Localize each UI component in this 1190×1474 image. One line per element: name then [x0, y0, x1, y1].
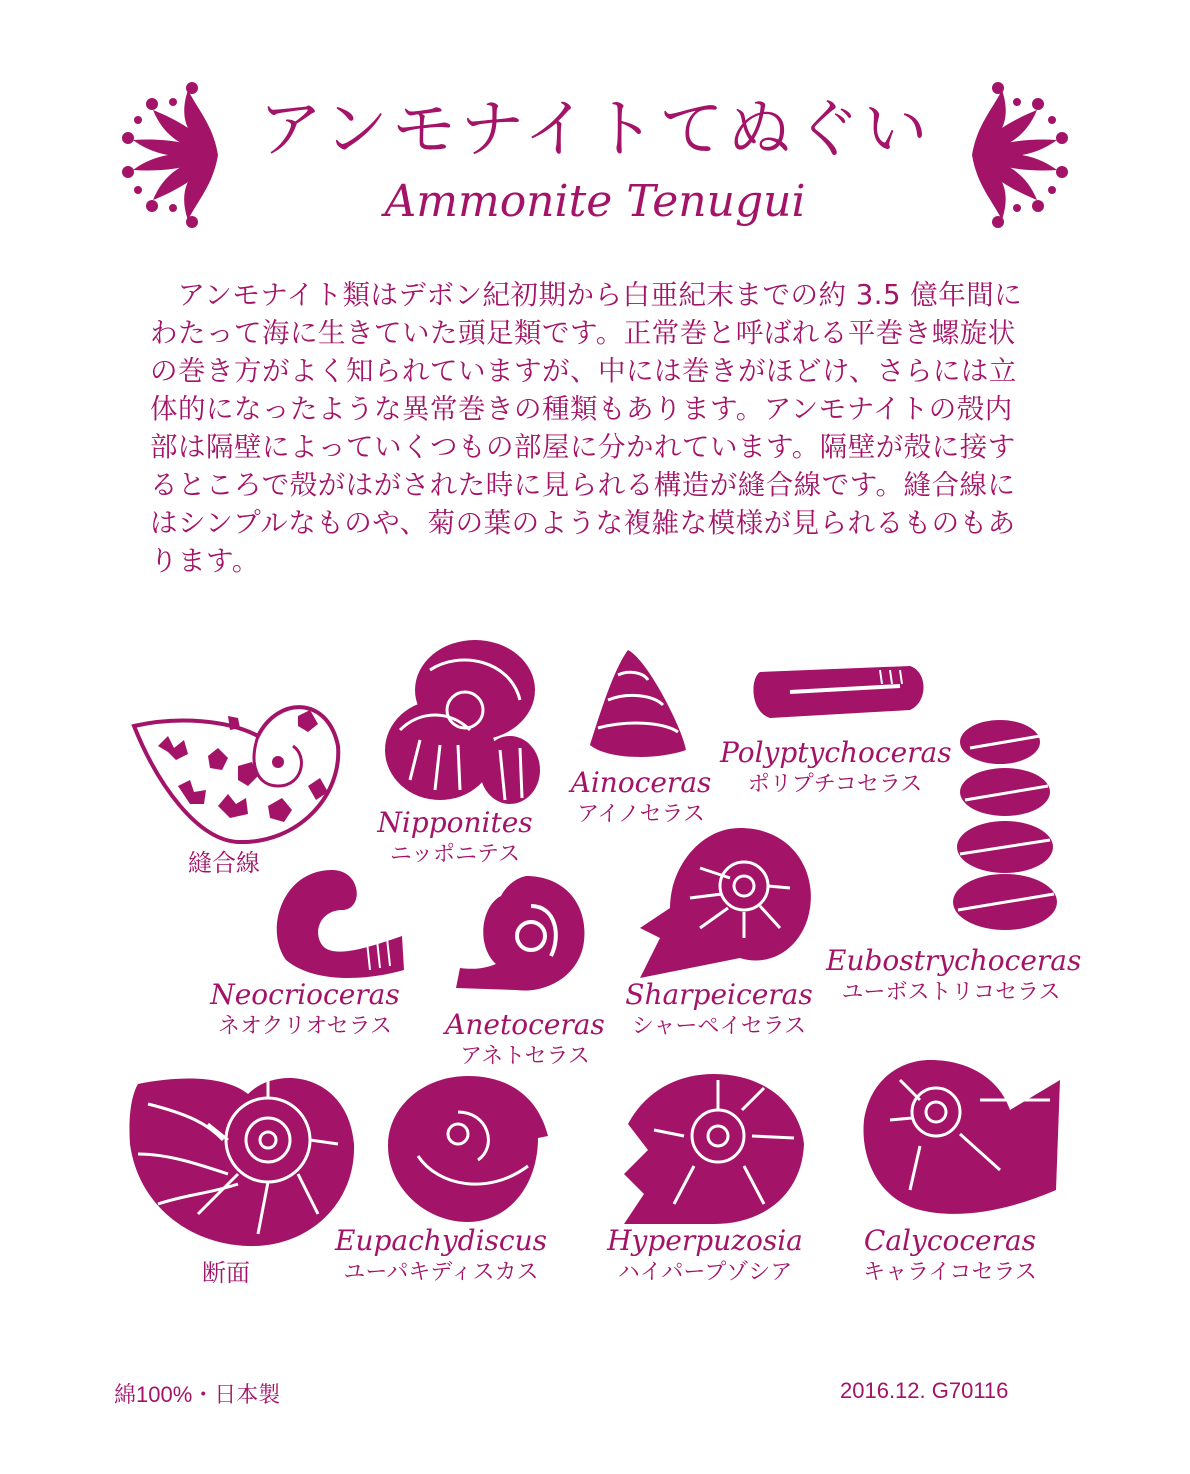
eubostrychoceras-illustration	[950, 712, 1060, 932]
label-section: 断面	[202, 1259, 250, 1287]
label-sharpeiceras: Sharpeiceras シャーペイセラス	[625, 978, 813, 1039]
title-japanese: アンモナイトてぬぐい	[258, 93, 932, 167]
label-calycoceras: Calycoceras キャライコセラス	[863, 1224, 1037, 1285]
label-neocrioceras: Neocrioceras ネオクリオセラス	[210, 978, 400, 1039]
label-nipponites: Nipponites ニッポニテス	[377, 806, 533, 867]
label-eupachydiscus: Eupachydiscus ユーパキディスカス	[335, 1224, 547, 1285]
polyptychoceras-illustration	[750, 662, 930, 722]
cross-section-illustration	[128, 1064, 356, 1248]
neocrioceras-illustration	[272, 870, 404, 982]
sharpeiceras-illustration	[640, 828, 816, 978]
label-suture: 縫合線	[188, 849, 260, 877]
product-code: 2016.12. G70116	[840, 1378, 1009, 1403]
label-anetoceras: Anetoceras アネトセラス	[445, 1008, 605, 1069]
anetoceras-illustration	[456, 876, 588, 996]
eupachydiscus-illustration	[388, 1076, 550, 1222]
intro-paragraph: アンモナイト類はデボン紀初期から白亜紀末までの約 3.5 億年間にわたって海に生きていた頭足類です。正常巻と呼ばれる平巻き螺旋状の巻き方がよく知られていますが、中には巻きがほどけ、さらには立体的になったような異常巻きの種類もあります。アンモナイトの殻内部は隔壁によっていくつもの部屋に分かれています。隔壁が殻に接するところで殻がはがされた時に見られる構造が縫合線です。縫合線にはシンプルなものや、菊の葉のような複雑な模様が見られるものもあります。	[150, 279, 1023, 577]
ainoceras-illustration	[588, 650, 688, 760]
label-eubostrychoceras: Eubostrychoceras ユーボストリコセラス	[826, 944, 1082, 1005]
material-note: 綿100%・日本製	[114, 1382, 281, 1407]
title-english: Ammonite Tenugui	[384, 176, 806, 227]
label-hyperpuzosia: Hyperpuzosia ハイパープゾシア	[607, 1224, 803, 1285]
suture-line-illustration	[128, 676, 344, 844]
hyperpuzosia-illustration	[624, 1074, 804, 1224]
label-ainoceras: Ainoceras アイノセラス	[570, 766, 712, 827]
label-polyptychoceras: Polyptychoceras ポリプチコセラス	[720, 736, 952, 797]
nipponites-illustration	[380, 630, 540, 810]
calycoceras-illustration	[860, 1060, 1060, 1220]
